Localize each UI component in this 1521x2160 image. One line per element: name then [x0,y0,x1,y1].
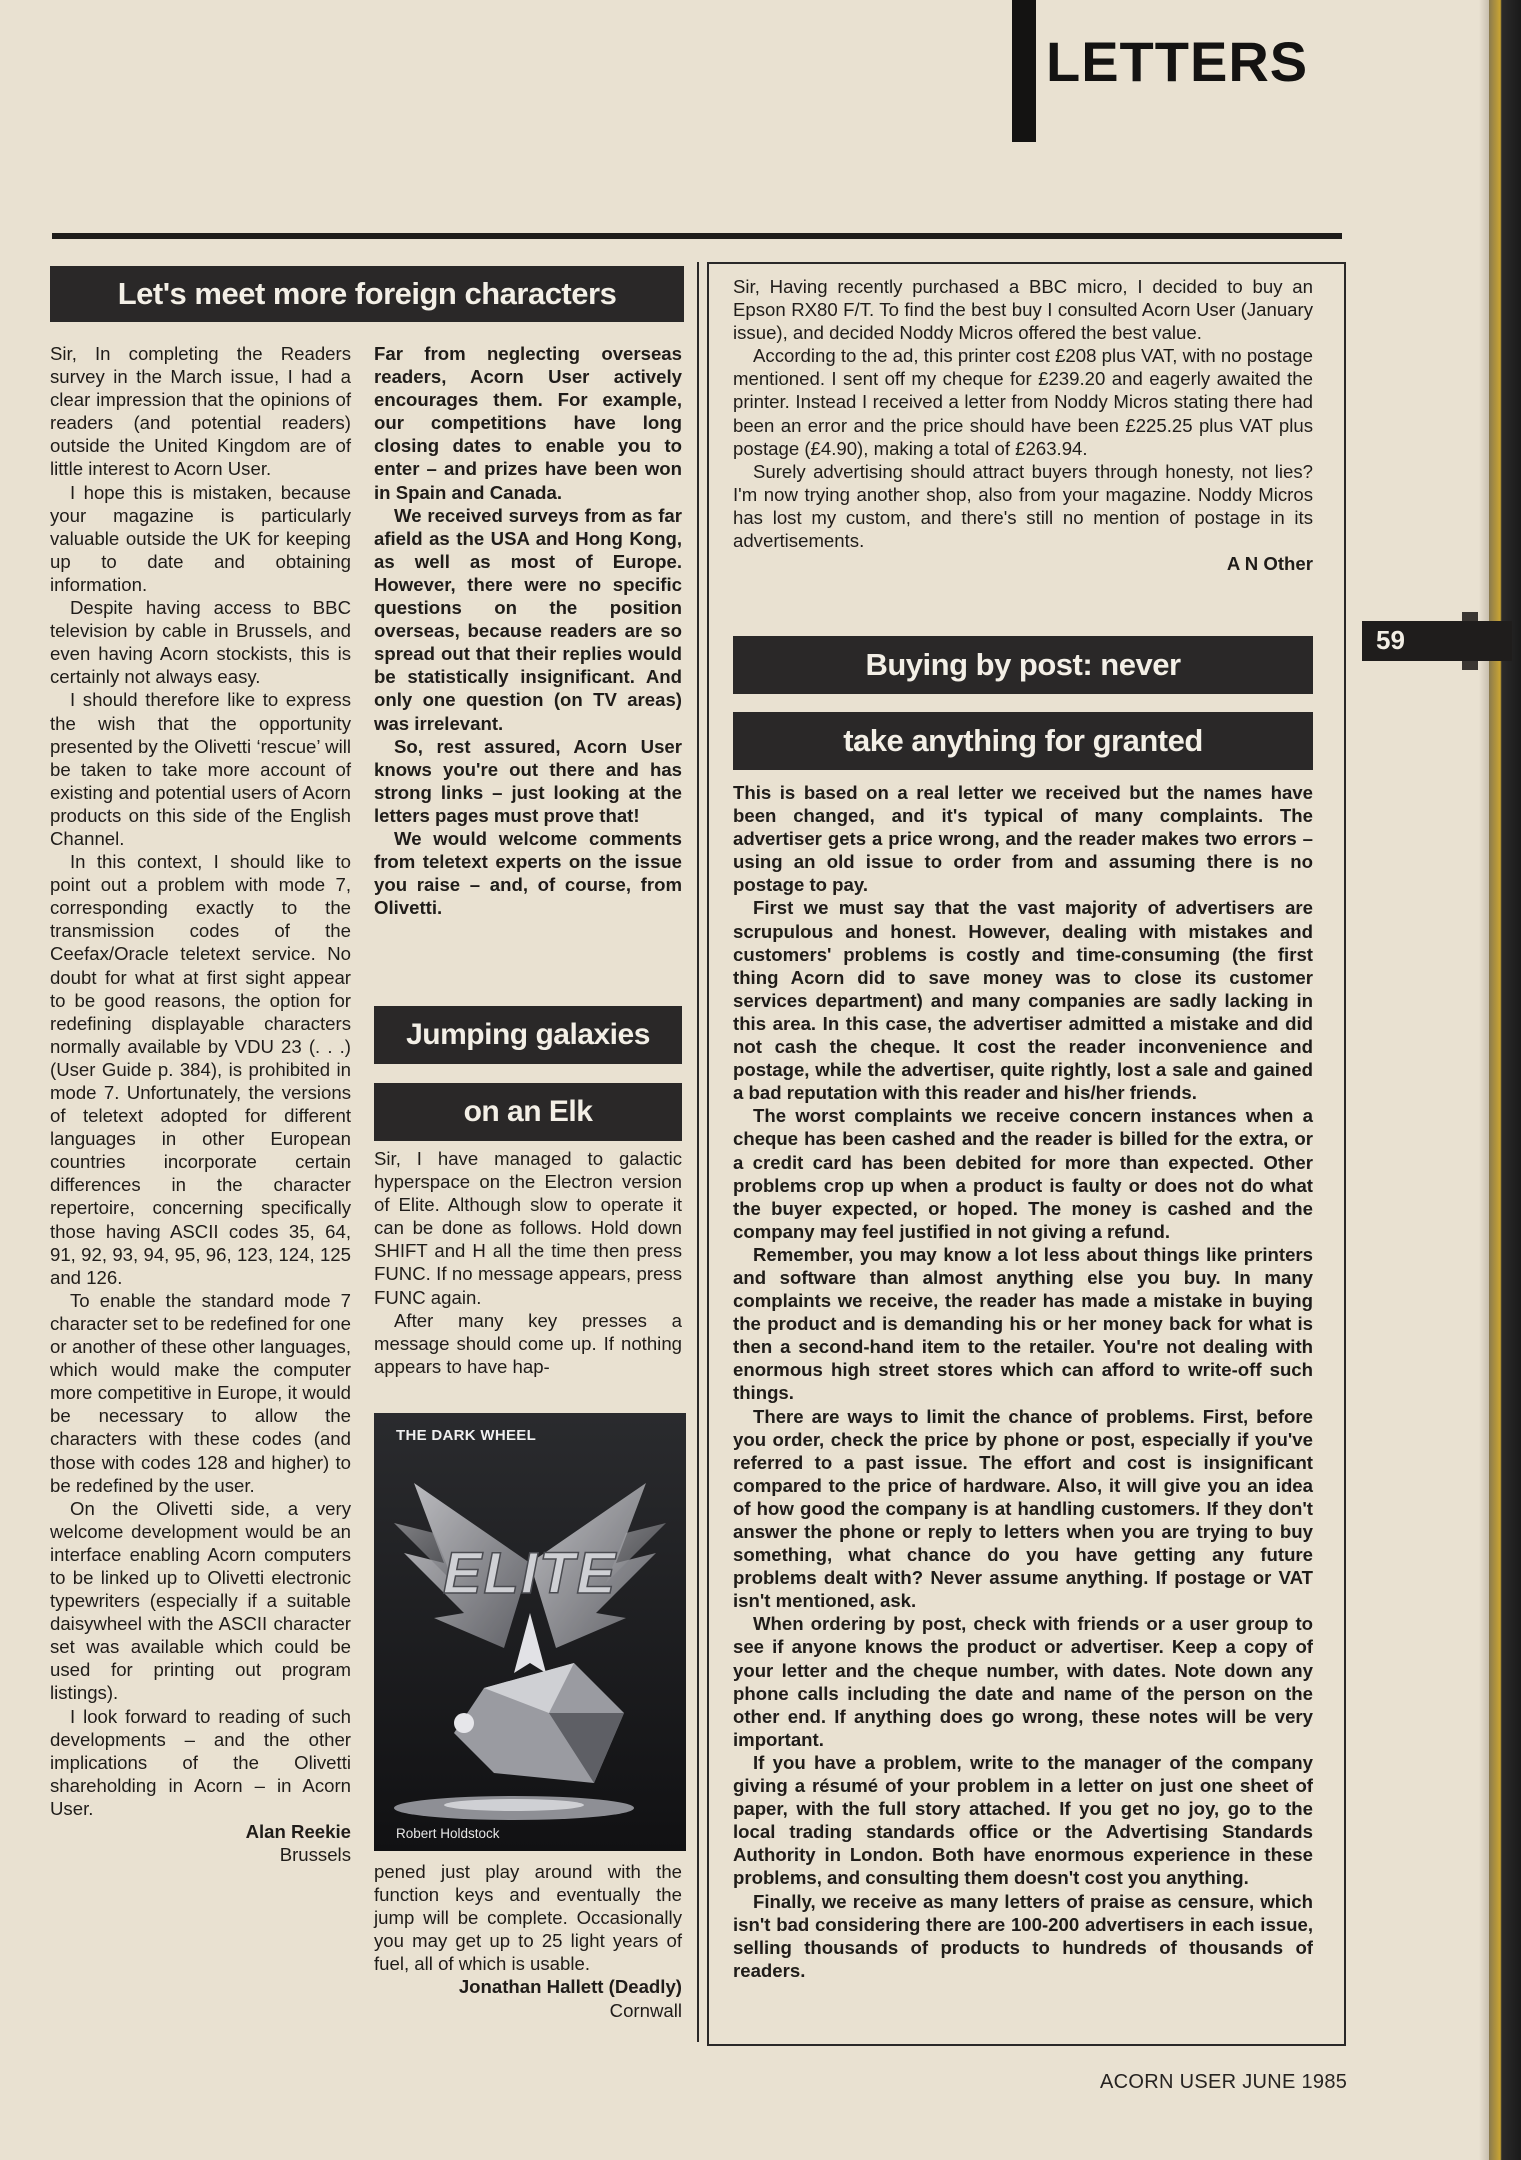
reply-paragraph: Far from neglecting overseas readers, Acorn User actively encourages them. For example, our competitions have long closing dates to enable you to enter – and prizes have been won in Spain and Canada. [374,343,682,503]
letter2-paragraph: Sir, I have managed to galactic hyperspace on the Electron version of Elite. Although slow to operate it can be done as follows. Hold down SHIFT and H all the time then press FUNC. If no message appears, press FUNC again. [374,1148,682,1308]
letter2-paragraph: After many key presses a message should come up. If nothing appears to have hap- [374,1309,682,1377]
letter3-editor-reply [733,781,1313,1982]
header-rule [52,233,1342,239]
letter1-paragraph: To enable the standard mode 7 character set to be redefined for one or another of these other languages, which would make the computer more competitive in Europe, it would be necessary to allow the characters with these codes (and those with codes 128 and higher) to be redefined by the user. [50,1289,351,1496]
letter3-body [733,275,1313,575]
letter1-column1 [50,342,351,1866]
letter2-paragraph: pened just play around with the function keys and eventually the jump will be complete. Occasionally you may get up to 25 light years of fuel, all of which is usable. [374,1861,682,1975]
reply-paragraph: Finally, we receive as many letters of praise as censure, which isn't bad considering there are 100-200 advertisers in each issue, selling thousands of products to hundreds of thousands of readers. [733,1890,1313,1981]
letter1-paragraph: On the Olivetti side, a very welcome development would be an interface enabling Acorn computers to be linked up to Olivetti electronic typewriters (especially if a suitable daisywheel with the ASCII character set was available which could be used for printing out program listings). [50,1497,351,1704]
reply-paragraph: Remember, you may know a lot less about things like printers and software than almost anything else you buy. In many complaints we receive, the reader has made a mistake in buying the product and is demanding his or her money back for what is then a second-hand item to the retailer. You're not dealing with enormous high street stores which can afford to write-off such things. [733,1243,1313,1404]
page-gutter-shadow [1479,0,1489,2160]
reply-paragraph: There are ways to limit the chance of problems. First, before you order, check the price by phone or post, especially if you've referred to a past issue. The effort and cost is insignificant compared to the price of hardware. Also, it will give you an idea of how good the company is at handling customers. If they don't answer the phone or reply to letters when you are trying to buy something, what chance do you have getting any future problems dealt with? Never assume anything. If postage or VAT isn't mentioned, ask. [733,1405,1313,1612]
letter1-paragraph: I should therefore like to express the wish that the opportunity presented by the Olivetti ‘rescue’ will be taken to take more account of existing and potential users of Acorn products on this side of the English Channel. [50,689,351,849]
letter1-paragraph: Despite having access to BBC television by cable in Brussels, and even having Acorn stockists, this is certainly not always easy. [50,597,351,688]
letter3-paragraph: According to the ad, this printer cost £208 plus VAT, with no postage mentioned. I sent off my cheque for £239.20 and eagerly awaited the printer. Instead I received a letter from Noddy Micros stating there had been an error and the price should have been £225.25 plus VAT plus postage (£4.90), making a total of £263.94. [733,345,1313,459]
letter1-location: Brussels [279,1844,351,1866]
reply-paragraph: If you have a problem, write to the manager of the company giving a résumé of your problem in a letter on just one sheet of paper, with the full story attached. If you get no joy, go to the local trading standards office or the Advertising Standards Authority in London. Both have enormous experience in these problems, and consulting them doesn't cost you anything. [733,1751,1313,1889]
svg-text:ELITE: ELITE [442,1541,618,1606]
letter3-signature: A N Other [1226,553,1313,575]
letter3-paragraph: Surely advertising should attract buyers through honesty, not lies? I'm now trying another shop, also from your magazine. Noddy Micros has lost my custom, and there's still no mention of postage in its advertisements. [733,460,1313,552]
cover-author: Robert Holdstock [396,1826,500,1841]
book-cover-image [374,1413,686,1851]
reply-paragraph: So, rest assured, Acorn User knows you're out there and has strong links – just looking at the letters pages must prove that! [374,735,682,826]
letter1-paragraph: In this context, I should like to point out a problem with mode 7, corresponding exactly to the transmission codes of the Ceefax/Oracle teletext service. No doubt for what at first sight appear to be good reasons, the option for redefining displayable characters normally available by VDU 23 (. . .) (User Guide p. 384), is prohibited in mode 7. Unfortunately, the versions of teletext adopted for different languages in other European countries incorporate certain differences in the character repertoire, concerning specifically those having ASCII codes 35, 64, 91, 92, 93, 94, 95, 96, 123, 124, 125 and 126. [50,851,351,1288]
letter1-headline: Let's meet more foreign characters [50,266,684,322]
letter1-paragraph: Sir, In completing the Readers survey in the March issue, I had a clear impression that the opinions of readers (and potential readers) outside the United Kingdom are of little interest to Acorn User. [50,343,351,480]
column-divider [697,262,699,2042]
elite-cover-art [374,1413,686,1851]
letter3-paragraph: Sir, Having recently purchased a BBC micro, I decided to buy an Epson RX80 F/T. To find the best buy I consulted Acorn User (January issue), and decided Noddy Micros offered the best value. [733,276,1313,344]
page-footer: ACORN USER JUNE 1985 [1100,2071,1348,2093]
letter2-body-top [374,1147,682,1378]
reply-paragraph: We would welcome comments from teletext experts on the issue you raise – and, of course, from Olivetti. [374,827,682,919]
letter2-location: Cornwall [609,1999,682,2021]
letter1-paragraph: I look forward to reading of such developments – and the other implications of the Olivetti shareholding in Acorn – in Acorn User. [50,1705,351,1819]
letter2-signature: Jonathan Hallett (Deadly) [458,1976,682,1998]
letter1-paragraph: I hope this is mistaken, because your magazine is particularly valuable outside the UK for keeping up to date and obtaining information. [50,481,351,595]
letter1-editor-reply [374,342,682,919]
cover-title: THE DARK WHEEL [396,1427,537,1444]
letter2-headline-line2: on an Elk [374,1083,682,1141]
letter1-signature: Alan Reekie [245,1821,351,1842]
magazine-spine [1489,0,1521,2160]
reply-paragraph: When ordering by post, check with friends or a user group to see if anyone knows the product or advertiser. Keep a copy of your letter and the cheque number, with dates. Note down any phone calls including the date and name of the person on the other end. If anything does go wrong, these notes will be very important. [733,1613,1313,1750]
reply-paragraph: We received surveys from as far afield as the USA and Hong Kong, as well as most of Europe. However, there were no specific questions on the position overseas, because readers are so spread out that their replies would be statistically insignificant. And only one question (on TV areas) was irrelevant. [374,504,682,734]
letter2-headline-line1: Jumping galaxies [374,1006,682,1064]
reply-paragraph: This is based on a real letter we received but the names have been changed, and it's typical of many complaints. The advertiser gets a price wrong, and the reader makes two errors – using an old issue to order from and assuming there is no postage to pay. [733,782,1313,896]
letter2-body-bottom [374,1860,682,2022]
reply-paragraph: First we must say that the vast majority of advertisers are scrupulous and honest. However, dealing with mistakes and customers' problems is costly and time-consuming (the first thing Acorn did to save money was to close its customer services department) and many companies are sadly lacking in this area. In this case, the advertiser admitted a mistake and did not cash the cheque. It cost the reader inconvenience and postage, while the advertiser, quite rightly, lost a sale and gained a bad reputation with this reader and his/her friends. [733,897,1313,1104]
reply-paragraph: The worst complaints we receive concern instances when a cheque has been cashed and the reader is billed for the extra, or a credit card has been debited for more than expected. Other problems crop up when a product is faulty or does not do what the buyer expected, or hoped. The money is cashed and the company may feel justified in not giving a refund. [733,1105,1313,1242]
letter3-headline-line1: Buying by post: never [733,636,1313,694]
letter3-headline-line2: take anything for granted [733,712,1313,770]
section-title: LETTERS [1046,30,1309,93]
page-number: 59 [1376,625,1405,655]
header-black-bar [1012,0,1036,142]
